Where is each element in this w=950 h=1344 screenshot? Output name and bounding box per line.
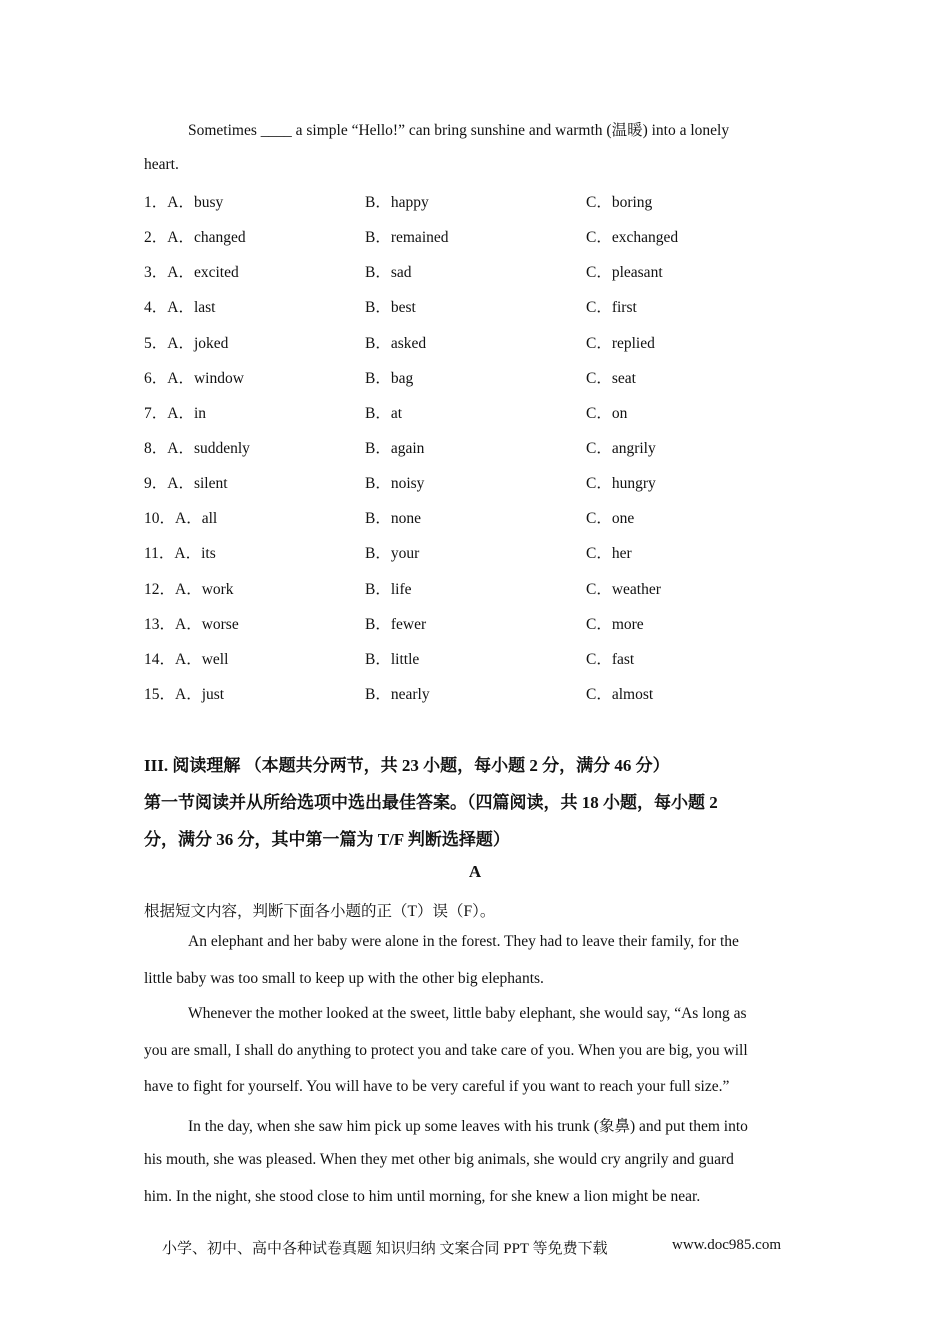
passage-a-p3-line-2: his mouth, she was pleased. When they met other big animals, she would cry angrily and guard (144, 1151, 734, 1168)
option-a: 6．A．window (144, 369, 244, 387)
option-a: 3．A．excited (144, 264, 239, 282)
footer-url[interactable]: www.doc985.com (672, 1237, 782, 1253)
option-row (144, 612, 844, 634)
option-row (144, 436, 844, 458)
option-b: B．at (365, 404, 403, 422)
option-row (144, 225, 844, 247)
option-c: C．fast (586, 650, 635, 668)
option-b: B．fewer (365, 615, 427, 633)
passage-a-p1-line-1: An elephant and her baby were alone in the forest. They had to leave their family, for the (188, 933, 739, 950)
option-a: 9．A．silent (144, 475, 228, 493)
footer-text: 小学、初中、高中各种试卷真题 知识归纳 文案合同 PPT 等免费下载 (162, 1241, 608, 1257)
option-b: B．your (365, 545, 420, 563)
option-row (144, 366, 844, 388)
passage-a-p3-line-1: In the day, when she saw him pick up some leaves with his trunk (象鼻) and put them into (188, 1118, 748, 1135)
passage-a-p1-line-2: little baby was too small to keep up with the other big elephants. (144, 970, 544, 987)
option-b: B．noisy (365, 475, 425, 493)
option-a: 1．A．busy (144, 194, 224, 211)
option-c: C．on (586, 404, 628, 422)
option-row (144, 682, 844, 704)
option-c: C．first (586, 299, 637, 317)
option-c: C．exchanged (586, 229, 679, 247)
option-a: 14．A．well (144, 650, 229, 668)
option-row (144, 647, 844, 669)
section-3-subheading-line-2: 分，满分 36 分，其中第一篇为 T/F 判断选择题） (144, 830, 510, 849)
option-c: C．angrily (586, 439, 656, 457)
option-row (144, 331, 844, 353)
section-3-heading: III. 阅读理解 （本题共分两节，共 23 小题，每小题 2 分，满分 46 分） (144, 756, 670, 775)
option-a: 15．A．just (144, 685, 225, 703)
passage-a-p3-line-3: him. In the night, she stood close to him until morning, for she knew a lion might be near. (144, 1188, 701, 1205)
option-row (144, 190, 844, 212)
option-b: B．happy (365, 194, 429, 211)
option-row (144, 506, 844, 528)
passage-a-p2-line-3: have to fight for yourself. You will have to be very careful if you want to reach your full size.” (144, 1078, 730, 1095)
passage-letter: A (468, 862, 482, 881)
option-a: 11．A．its (144, 545, 216, 563)
passage-a-p2-line-2: you are small, I shall do anything to protect you and take care of you. When you are big, you will (144, 1042, 748, 1059)
option-a: 8．A．suddenly (144, 439, 250, 457)
option-row (144, 577, 844, 599)
option-c: C．pleasant (586, 264, 663, 282)
option-a: 7．A．in (144, 404, 207, 422)
passage-instruction: 根据短文内容，判断下面各小题的正（T）误（F）。 (144, 903, 496, 920)
option-b: B．again (365, 439, 425, 457)
option-c: C．seat (586, 369, 636, 387)
option-b: B．asked (365, 334, 427, 352)
passage-end-line-1: Sometimes ____ a simple “Hello!” can bring sunshine and warmth (温暖) into a lonely (188, 122, 730, 139)
section-3-subheading-line-1: 第一节阅读并从所给选项中选出最佳答案。（四篇阅读，共 18 小题，每小题 2 (144, 793, 718, 812)
option-row (144, 401, 844, 423)
option-c: C．one (586, 510, 635, 528)
option-a: 2．A．changed (144, 229, 246, 247)
option-row (144, 295, 844, 317)
option-a: 10．A．all (144, 510, 218, 528)
option-c: C．boring (586, 194, 653, 211)
option-a: 5．A．joked (144, 334, 229, 352)
option-row (144, 260, 844, 282)
option-row (144, 541, 844, 563)
option-b: B．none (365, 510, 421, 528)
option-b: B．little (365, 650, 420, 668)
option-row (144, 471, 844, 493)
option-c: C．replied (586, 334, 655, 352)
option-b: B．remained (365, 229, 449, 247)
passage-end-line-2: heart. (144, 156, 179, 173)
option-c: C．her (586, 545, 632, 563)
option-b: B．sad (365, 264, 412, 282)
option-b: B．life (365, 580, 412, 598)
option-c: C．almost (586, 685, 654, 703)
option-a: 13．A．worse (144, 615, 239, 633)
option-b: B．best (365, 299, 416, 317)
option-c: C．weather (586, 580, 661, 598)
option-b: B．nearly (365, 685, 430, 703)
option-c: C．more (586, 615, 644, 633)
option-a: 12．A．work (144, 580, 234, 598)
passage-a-p2-line-1: Whenever the mother looked at the sweet, little baby elephant, she would say, “As long as (188, 1005, 747, 1022)
option-a: 4．A．last (144, 299, 216, 317)
option-c: C．hungry (586, 475, 656, 493)
option-b: B．bag (365, 369, 414, 387)
